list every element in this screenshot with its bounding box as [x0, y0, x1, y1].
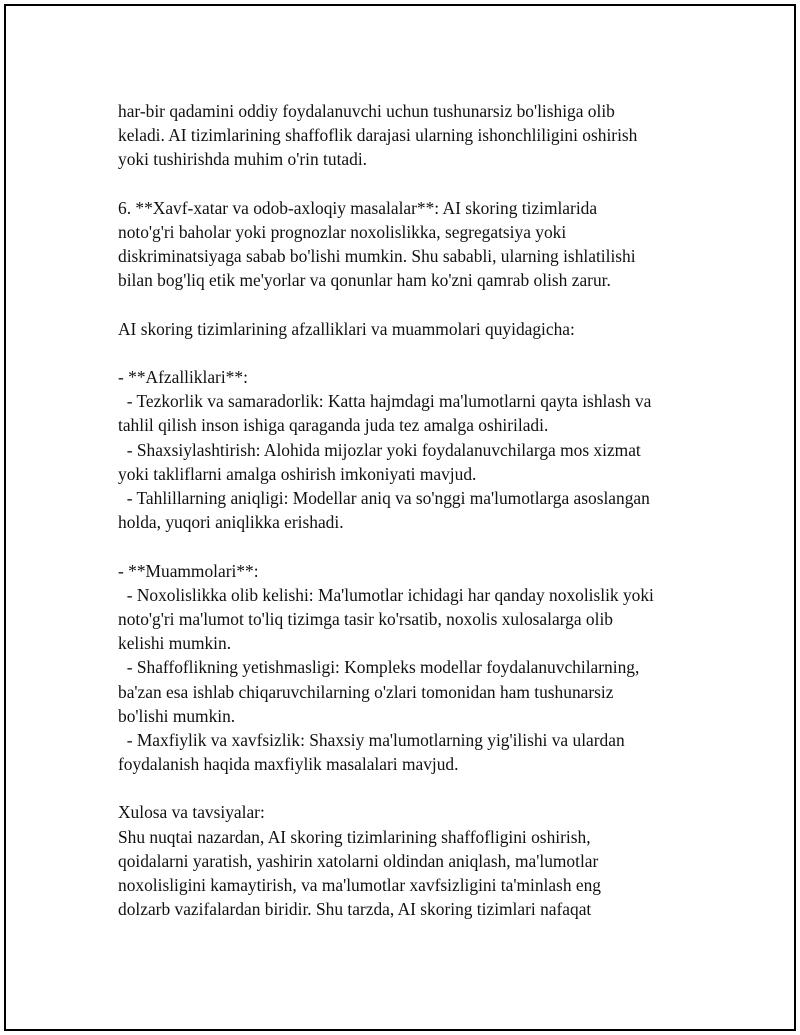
text-line: - Maxfiylik va xavfsizlik: Shaxsiy ma'lumotlarning yig'ilishi va ulardan [118, 729, 625, 750]
text-line: - **Afzalliklari**: [118, 367, 248, 388]
text-line: yoki tushirishda muhim o'rin tutadi. [118, 149, 368, 170]
text-line: noto'g'ri ma'lumot to'liq tizimga tasir ko'rsatib, noxolis xulosalarga olib [118, 608, 613, 629]
text-line [118, 534, 718, 558]
text-line: foydalanish haqida maxfiylik masalalari mavjud. [118, 754, 459, 775]
text-line [118, 776, 718, 800]
text-line: - Tezkorlik va samaradorlik: Katta hajmdagi ma'lumotlarni qayta ishlash va [118, 391, 652, 412]
text-line: bo'lishi mumkin. [118, 705, 236, 726]
text-line: - Shaxsiylashtirish: Alohida mijozlar yoki foydalanuvchilarga mos xizmat [118, 439, 641, 460]
text-line: Shu nuqtai nazardan, AI skoring tizimlarining shaffofligini oshirish, [118, 826, 591, 847]
text-line: qoidalarni yaratish, yashirin xatolarni oldindan aniqlash, ma'lumotlar [118, 850, 599, 871]
text-line: - **Muammolari**: [118, 560, 259, 581]
text-line: tahlil qilish inson ishiga qaraganda juda tez amalga oshiriladi. [118, 415, 549, 436]
text-line: dolzarb vazifalardan biridir. Shu tarzda, AI skoring tizimlari nafaqat [118, 899, 592, 920]
text-line: ba'zan esa ishlab chiqaruvchilarning o'zlari tomonidan ham tushunarsiz [118, 681, 614, 702]
text-line [118, 172, 718, 196]
text-line: noxolisligini kamaytirish, va ma'lumotlar xavfsizligini ta'minlash eng [118, 875, 601, 895]
text-line: - Shaffoflikning yetishmasligi: Kompleks modellar foydalanuvchilarning, [118, 657, 640, 678]
text-line: noto'g'ri baholar yoki prognozlar noxolislikka, segregatsiya yoki [118, 221, 567, 242]
text-line: yoki takliflarni amalga oshirish imkoniyati mavjud. [118, 463, 477, 484]
text-line: AI skoring tizimlarining afzalliklari va muammolari quyidagicha: [118, 318, 575, 339]
text-line: Xulosa va tavsiyalar: [118, 802, 265, 823]
text-line: holda, yuqori aniqlikka erishadi. [118, 512, 344, 533]
text-line: har-bir qadamini oddiy foydalanuvchi uchun tushunarsiz bo'lishiga olib [118, 101, 615, 121]
text-line: 6. **Xavf-xatar va odob-axloqiy masalalar**: AI skoring tizimlarida [118, 197, 598, 218]
text-line [118, 293, 718, 317]
text-line: - Noxolislikka olib kelishi: Ma'lumotlar ichidagi har qanday noxolislik yoki [118, 584, 654, 605]
document-page [4, 4, 796, 1031]
document-body-text [118, 99, 718, 921]
text-line: keladi. AI tizimlarining shaffoflik darajasi ularning ishonchliligini oshirish [118, 125, 638, 146]
text-line [118, 341, 718, 365]
text-line: diskriminatsiyaga sabab bo'lishi mumkin. Shu sababli, ularning ishlatilishi [118, 246, 636, 267]
text-line: kelishi mumkin. [118, 633, 232, 654]
text-line: bilan bog'liq etik me'yorlar va qonunlar ham ko'zni qamrab olish zarur. [118, 270, 611, 291]
text-line: - Tahlillarning aniqligi: Modellar aniq va so'nggi ma'lumotlarga asoslangan [118, 488, 650, 508]
